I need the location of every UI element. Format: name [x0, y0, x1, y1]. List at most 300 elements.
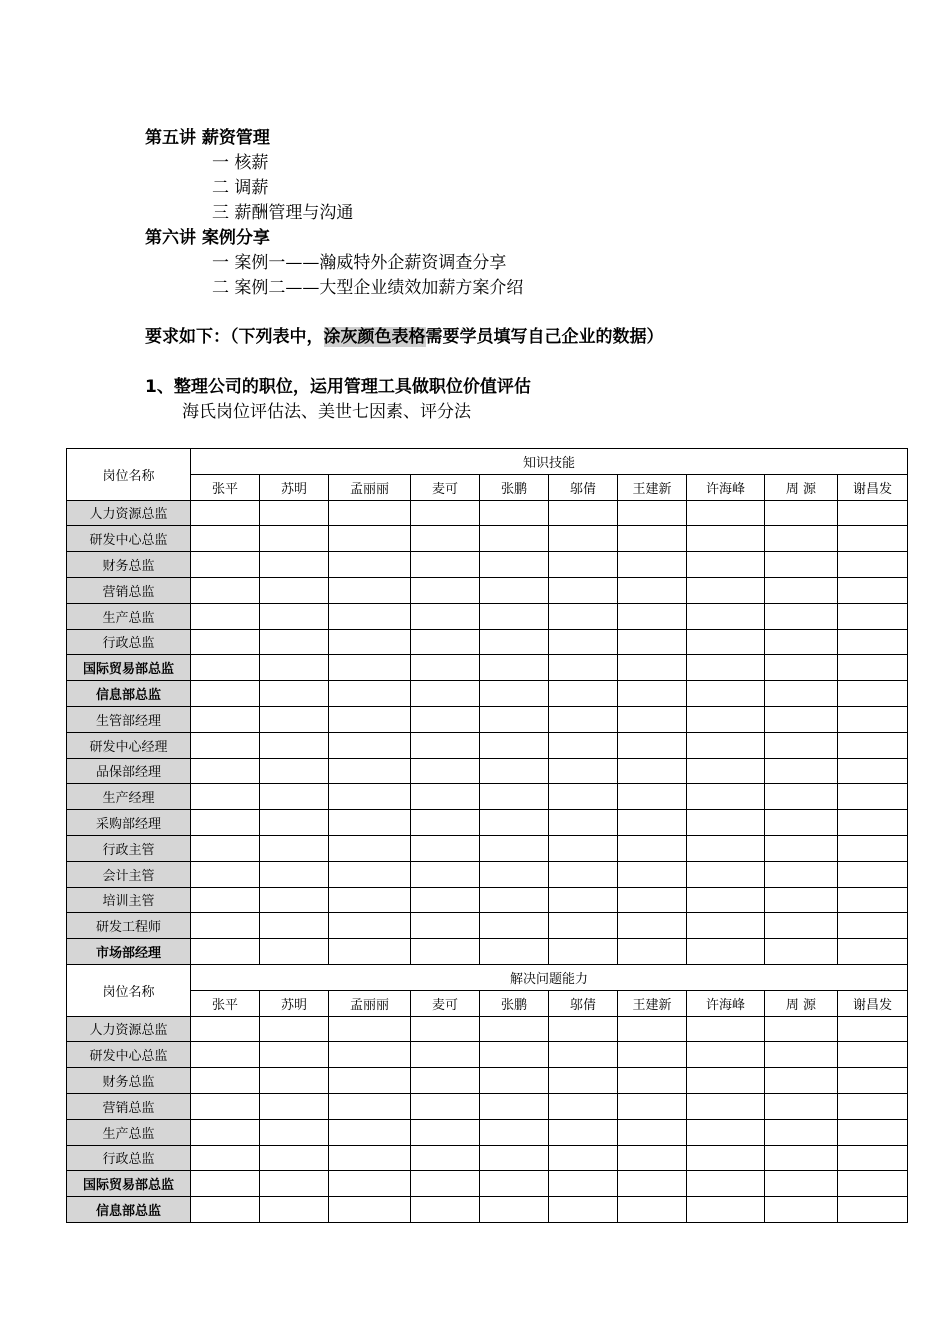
score-cell[interactable] — [838, 887, 908, 913]
score-cell[interactable] — [411, 1068, 480, 1094]
score-cell[interactable] — [687, 1093, 765, 1119]
score-cell[interactable] — [549, 1042, 618, 1068]
score-cell[interactable] — [618, 1171, 687, 1197]
score-cell[interactable] — [687, 1119, 765, 1145]
score-cell[interactable] — [838, 913, 908, 939]
score-cell[interactable] — [838, 1119, 908, 1145]
score-cell[interactable] — [618, 603, 687, 629]
score-cell[interactable] — [329, 526, 411, 552]
score-cell[interactable] — [480, 913, 549, 939]
score-cell[interactable] — [838, 1016, 908, 1042]
score-cell[interactable] — [329, 629, 411, 655]
score-cell[interactable] — [260, 577, 329, 603]
score-cell[interactable] — [765, 1197, 838, 1223]
score-cell[interactable] — [260, 1197, 329, 1223]
table-row — [67, 603, 908, 629]
score-cell[interactable] — [687, 1171, 765, 1197]
score-cell[interactable] — [687, 681, 765, 707]
score-cell[interactable] — [329, 835, 411, 861]
score-cell[interactable] — [329, 784, 411, 810]
score-cell[interactable] — [411, 577, 480, 603]
score-cell[interactable] — [765, 1042, 838, 1068]
position-cell: 营销总监 — [67, 1093, 191, 1119]
lecture5-item-2: 二 调薪 — [212, 178, 269, 198]
score-cell[interactable] — [191, 603, 260, 629]
score-cell[interactable] — [260, 887, 329, 913]
score-cell[interactable] — [329, 655, 411, 681]
score-cell[interactable] — [329, 758, 411, 784]
table-row — [67, 655, 908, 681]
score-cell[interactable] — [838, 1068, 908, 1094]
score-cell[interactable] — [260, 655, 329, 681]
score-cell[interactable] — [687, 732, 765, 758]
score-cell[interactable] — [480, 681, 549, 707]
score-cell[interactable] — [618, 758, 687, 784]
score-cell[interactable] — [329, 1119, 411, 1145]
score-cell[interactable] — [191, 1145, 260, 1171]
score-cell[interactable] — [687, 835, 765, 861]
table-row — [67, 784, 908, 810]
score-cell[interactable] — [411, 1171, 480, 1197]
position-cell: 国际贸易部总监 — [67, 655, 191, 681]
score-cell[interactable] — [260, 1016, 329, 1042]
score-cell[interactable] — [191, 1093, 260, 1119]
score-cell[interactable] — [549, 887, 618, 913]
score-cell[interactable] — [549, 913, 618, 939]
score-cell[interactable] — [480, 1171, 549, 1197]
score-cell[interactable] — [191, 655, 260, 681]
score-cell[interactable] — [411, 552, 480, 578]
score-cell[interactable] — [260, 1068, 329, 1094]
score-cell[interactable] — [838, 629, 908, 655]
score-cell[interactable] — [260, 913, 329, 939]
score-cell[interactable] — [480, 1145, 549, 1171]
score-cell[interactable] — [687, 1197, 765, 1223]
score-cell[interactable] — [260, 758, 329, 784]
score-cell[interactable] — [838, 835, 908, 861]
score-cell[interactable] — [411, 913, 480, 939]
requirement-highlight: 涂灰颜色表格 — [323, 327, 426, 347]
table-row — [67, 810, 908, 836]
score-cell[interactable] — [618, 1197, 687, 1223]
position-cell: 生产总监 — [67, 1119, 191, 1145]
position-cell: 市场部经理 — [67, 939, 191, 965]
score-cell[interactable] — [411, 706, 480, 732]
score-cell[interactable] — [411, 500, 480, 526]
score-cell[interactable] — [765, 732, 838, 758]
score-cell[interactable] — [329, 1171, 411, 1197]
score-cell[interactable] — [765, 577, 838, 603]
score-cell[interactable] — [838, 1171, 908, 1197]
score-cell[interactable] — [687, 500, 765, 526]
score-cell[interactable] — [687, 526, 765, 552]
score-cell[interactable] — [687, 784, 765, 810]
score-cell[interactable] — [549, 577, 618, 603]
score-cell[interactable] — [191, 887, 260, 913]
score-cell[interactable] — [549, 552, 618, 578]
position-cell: 人力资源总监 — [67, 500, 191, 526]
score-cell[interactable] — [687, 1145, 765, 1171]
score-cell[interactable] — [329, 939, 411, 965]
score-cell[interactable] — [765, 1068, 838, 1094]
score-cell[interactable] — [411, 681, 480, 707]
score-cell[interactable] — [687, 1042, 765, 1068]
score-cell[interactable] — [191, 577, 260, 603]
score-cell[interactable] — [329, 706, 411, 732]
score-cell[interactable] — [838, 681, 908, 707]
score-cell[interactable] — [260, 1171, 329, 1197]
score-cell[interactable] — [260, 603, 329, 629]
score-cell[interactable] — [260, 939, 329, 965]
score-cell[interactable] — [549, 784, 618, 810]
score-cell[interactable] — [480, 577, 549, 603]
score-cell[interactable] — [329, 810, 411, 836]
score-cell[interactable] — [838, 552, 908, 578]
score-cell[interactable] — [411, 835, 480, 861]
score-cell[interactable] — [838, 1145, 908, 1171]
score-cell[interactable] — [549, 603, 618, 629]
score-cell[interactable] — [838, 939, 908, 965]
score-cell[interactable] — [191, 1016, 260, 1042]
score-cell[interactable] — [480, 1042, 549, 1068]
score-cell[interactable] — [411, 1119, 480, 1145]
score-cell[interactable] — [480, 1119, 549, 1145]
score-cell[interactable] — [549, 629, 618, 655]
score-cell[interactable] — [687, 1016, 765, 1042]
score-cell[interactable] — [618, 1145, 687, 1171]
score-cell[interactable] — [329, 603, 411, 629]
score-cell[interactable] — [838, 810, 908, 836]
score-cell[interactable] — [191, 810, 260, 836]
score-cell[interactable] — [480, 1068, 549, 1094]
score-cell[interactable] — [329, 577, 411, 603]
score-cell[interactable] — [549, 526, 618, 552]
score-cell[interactable] — [260, 629, 329, 655]
score-cell[interactable] — [765, 526, 838, 552]
score-cell[interactable] — [480, 861, 549, 887]
position-header: 岗位名称 — [67, 964, 191, 1016]
score-cell[interactable] — [618, 577, 687, 603]
score-cell[interactable] — [618, 784, 687, 810]
employee-name: 麦可 — [411, 990, 480, 1016]
score-cell[interactable] — [765, 939, 838, 965]
position-cell: 培训主管 — [67, 887, 191, 913]
score-cell[interactable] — [687, 1068, 765, 1094]
score-cell[interactable] — [618, 706, 687, 732]
score-cell[interactable] — [838, 655, 908, 681]
score-cell[interactable] — [549, 732, 618, 758]
score-cell[interactable] — [765, 913, 838, 939]
score-cell[interactable] — [549, 1119, 618, 1145]
score-cell[interactable] — [329, 913, 411, 939]
score-cell[interactable] — [411, 887, 480, 913]
table-row — [67, 913, 908, 939]
score-cell[interactable] — [411, 1145, 480, 1171]
lecture5-item-1: 一 核薪 — [212, 153, 269, 173]
score-cell[interactable] — [765, 681, 838, 707]
score-cell[interactable] — [549, 810, 618, 836]
position-cell: 信息部总监 — [67, 1197, 191, 1223]
score-cell[interactable] — [549, 939, 618, 965]
score-cell[interactable] — [765, 1171, 838, 1197]
employee-name: 谢昌发 — [838, 474, 908, 500]
score-cell[interactable] — [549, 1068, 618, 1094]
score-cell[interactable] — [191, 681, 260, 707]
table-row — [67, 887, 908, 913]
score-cell[interactable] — [687, 887, 765, 913]
score-cell[interactable] — [191, 758, 260, 784]
score-cell[interactable] — [618, 1068, 687, 1094]
score-cell[interactable] — [618, 1016, 687, 1042]
score-cell[interactable] — [480, 939, 549, 965]
score-cell[interactable] — [260, 526, 329, 552]
score-cell[interactable] — [480, 655, 549, 681]
position-header: 岗位名称 — [67, 449, 191, 501]
score-cell[interactable] — [838, 784, 908, 810]
score-cell[interactable] — [618, 861, 687, 887]
score-cell[interactable] — [329, 861, 411, 887]
score-cell[interactable] — [191, 784, 260, 810]
score-cell[interactable] — [191, 1042, 260, 1068]
score-cell[interactable] — [191, 706, 260, 732]
score-cell[interactable] — [618, 681, 687, 707]
score-cell[interactable] — [618, 655, 687, 681]
score-cell[interactable] — [549, 706, 618, 732]
score-cell[interactable] — [549, 758, 618, 784]
position-cell: 行政总监 — [67, 1145, 191, 1171]
score-cell[interactable] — [687, 706, 765, 732]
score-cell[interactable] — [260, 706, 329, 732]
score-cell[interactable] — [411, 732, 480, 758]
score-cell[interactable] — [480, 835, 549, 861]
score-cell[interactable] — [260, 784, 329, 810]
score-cell[interactable] — [765, 1016, 838, 1042]
score-cell[interactable] — [687, 552, 765, 578]
score-cell[interactable] — [191, 861, 260, 887]
score-cell[interactable] — [765, 629, 838, 655]
employee-name: 孟丽丽 — [329, 474, 411, 500]
score-cell[interactable] — [480, 1093, 549, 1119]
score-cell[interactable] — [549, 1171, 618, 1197]
score-cell[interactable] — [260, 1042, 329, 1068]
score-cell[interactable] — [687, 758, 765, 784]
score-cell[interactable] — [480, 500, 549, 526]
score-cell[interactable] — [480, 758, 549, 784]
score-cell[interactable] — [260, 681, 329, 707]
employee-name: 周 源 — [765, 474, 838, 500]
score-cell[interactable] — [411, 655, 480, 681]
score-cell[interactable] — [411, 758, 480, 784]
score-cell[interactable] — [480, 1016, 549, 1042]
score-cell[interactable] — [480, 1197, 549, 1223]
score-cell[interactable] — [480, 706, 549, 732]
position-cell: 国际贸易部总监 — [67, 1171, 191, 1197]
score-cell[interactable] — [329, 552, 411, 578]
lecture6-item-2: 二 案例二——大型企业绩效加薪方案介绍 — [212, 278, 524, 298]
score-cell[interactable] — [838, 861, 908, 887]
score-cell[interactable] — [765, 784, 838, 810]
score-cell[interactable] — [687, 861, 765, 887]
score-cell[interactable] — [260, 835, 329, 861]
score-cell[interactable] — [329, 887, 411, 913]
table-row — [67, 1093, 908, 1119]
score-cell[interactable] — [687, 913, 765, 939]
score-cell[interactable] — [549, 500, 618, 526]
score-cell[interactable] — [838, 500, 908, 526]
score-cell[interactable] — [260, 1145, 329, 1171]
employee-name: 许海峰 — [687, 474, 765, 500]
score-cell[interactable] — [191, 939, 260, 965]
score-cell[interactable] — [765, 603, 838, 629]
score-cell[interactable] — [191, 835, 260, 861]
score-cell[interactable] — [549, 1016, 618, 1042]
score-cell[interactable] — [765, 810, 838, 836]
score-cell[interactable] — [411, 1093, 480, 1119]
score-cell[interactable] — [549, 1093, 618, 1119]
score-cell[interactable] — [549, 655, 618, 681]
score-cell[interactable] — [480, 784, 549, 810]
score-cell[interactable] — [329, 1068, 411, 1094]
employee-name: 谢昌发 — [838, 990, 908, 1016]
score-cell[interactable] — [549, 681, 618, 707]
requirement-suffix: 需要学员填写自己企业的数据） — [425, 327, 664, 347]
score-cell[interactable] — [411, 1197, 480, 1223]
score-cell[interactable] — [687, 629, 765, 655]
score-cell[interactable] — [329, 732, 411, 758]
score-cell[interactable] — [687, 939, 765, 965]
table-row — [67, 1197, 908, 1223]
score-cell[interactable] — [618, 552, 687, 578]
score-cell[interactable] — [329, 1016, 411, 1042]
score-cell[interactable] — [411, 939, 480, 965]
score-cell[interactable] — [329, 1197, 411, 1223]
score-cell[interactable] — [480, 629, 549, 655]
position-cell: 研发中心总监 — [67, 1042, 191, 1068]
score-cell[interactable] — [765, 861, 838, 887]
requirement-note — [145, 326, 664, 348]
score-cell[interactable] — [765, 887, 838, 913]
score-cell[interactable] — [687, 603, 765, 629]
score-cell[interactable] — [618, 526, 687, 552]
score-cell[interactable] — [260, 1093, 329, 1119]
score-cell[interactable] — [480, 526, 549, 552]
score-cell[interactable] — [618, 732, 687, 758]
score-cell[interactable] — [838, 1042, 908, 1068]
score-cell[interactable] — [191, 526, 260, 552]
score-cell[interactable] — [549, 1197, 618, 1223]
score-cell[interactable] — [765, 655, 838, 681]
employee-name: 苏明 — [260, 990, 329, 1016]
score-cell[interactable] — [618, 1119, 687, 1145]
score-cell[interactable] — [480, 887, 549, 913]
score-cell[interactable] — [618, 629, 687, 655]
table-row — [67, 706, 908, 732]
score-cell[interactable] — [838, 526, 908, 552]
score-cell[interactable] — [411, 629, 480, 655]
score-cell[interactable] — [260, 500, 329, 526]
score-cell[interactable] — [329, 1093, 411, 1119]
score-cell[interactable] — [549, 861, 618, 887]
score-cell[interactable] — [618, 913, 687, 939]
score-cell[interactable] — [260, 552, 329, 578]
score-cell[interactable] — [191, 913, 260, 939]
score-cell[interactable] — [411, 603, 480, 629]
score-cell[interactable] — [765, 1093, 838, 1119]
score-cell[interactable] — [480, 732, 549, 758]
score-cell[interactable] — [480, 552, 549, 578]
score-cell[interactable] — [191, 1171, 260, 1197]
score-cell[interactable] — [191, 1197, 260, 1223]
score-cell[interactable] — [687, 577, 765, 603]
score-cell[interactable] — [411, 784, 480, 810]
employee-name: 张鹏 — [480, 990, 549, 1016]
score-cell[interactable] — [765, 758, 838, 784]
score-cell[interactable] — [618, 500, 687, 526]
score-cell[interactable] — [411, 1016, 480, 1042]
score-cell[interactable] — [411, 810, 480, 836]
score-cell[interactable] — [191, 629, 260, 655]
score-cell[interactable] — [191, 500, 260, 526]
score-cell[interactable] — [618, 939, 687, 965]
score-cell[interactable] — [687, 810, 765, 836]
score-cell[interactable] — [618, 887, 687, 913]
score-cell[interactable] — [618, 1042, 687, 1068]
score-cell[interactable] — [838, 1197, 908, 1223]
score-cell[interactable] — [260, 861, 329, 887]
score-cell[interactable] — [411, 861, 480, 887]
score-cell[interactable] — [480, 810, 549, 836]
score-cell[interactable] — [765, 500, 838, 526]
table-row — [67, 1042, 908, 1068]
score-cell[interactable] — [191, 732, 260, 758]
score-cell[interactable] — [260, 810, 329, 836]
score-cell[interactable] — [838, 732, 908, 758]
employee-name: 王建新 — [618, 990, 687, 1016]
score-cell[interactable] — [260, 1119, 329, 1145]
score-cell[interactable] — [549, 1145, 618, 1171]
score-cell[interactable] — [480, 603, 549, 629]
score-cell[interactable] — [329, 500, 411, 526]
score-cell[interactable] — [549, 835, 618, 861]
score-cell[interactable] — [191, 1119, 260, 1145]
score-cell[interactable] — [838, 603, 908, 629]
score-cell[interactable] — [618, 810, 687, 836]
score-cell[interactable] — [329, 1042, 411, 1068]
score-cell[interactable] — [838, 706, 908, 732]
score-cell[interactable] — [765, 1119, 838, 1145]
score-cell[interactable] — [838, 758, 908, 784]
score-cell[interactable] — [329, 681, 411, 707]
score-cell[interactable] — [765, 835, 838, 861]
score-cell[interactable] — [618, 1093, 687, 1119]
score-cell[interactable] — [411, 526, 480, 552]
score-cell[interactable] — [765, 706, 838, 732]
score-cell[interactable] — [191, 1068, 260, 1094]
score-cell[interactable] — [329, 1145, 411, 1171]
table-row — [67, 732, 908, 758]
score-cell[interactable] — [618, 835, 687, 861]
score-cell[interactable] — [191, 552, 260, 578]
score-cell[interactable] — [687, 655, 765, 681]
score-cell[interactable] — [411, 1042, 480, 1068]
score-cell[interactable] — [838, 1093, 908, 1119]
score-cell[interactable] — [260, 732, 329, 758]
position-cell: 生管部经理 — [67, 706, 191, 732]
employee-name: 麦可 — [411, 474, 480, 500]
score-cell[interactable] — [765, 552, 838, 578]
score-cell[interactable] — [838, 577, 908, 603]
score-cell[interactable] — [765, 1145, 838, 1171]
